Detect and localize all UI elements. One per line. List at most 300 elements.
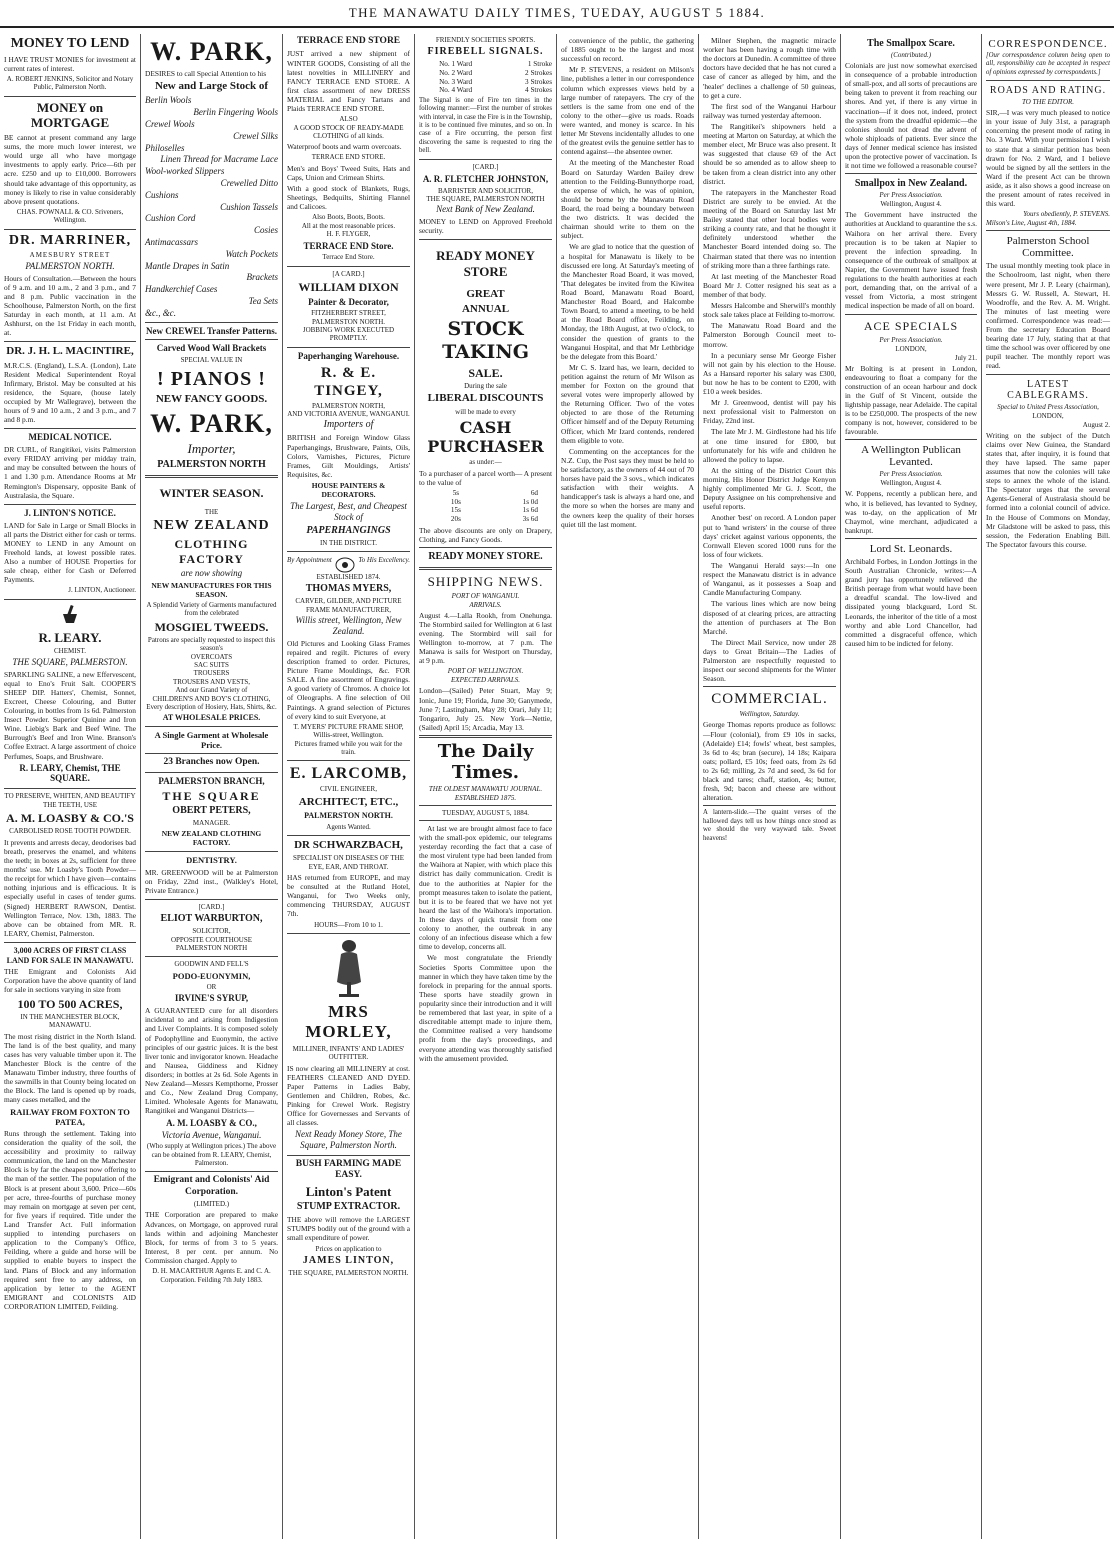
ad-dr-marriner	[4, 233, 136, 338]
article-text: W. Poppens, recently a publican here, and who, it is believed, has levanted to Sydney, was to-day, on the application of Mr Chaymol, wine merchant, adjudicated a bankrupt.	[845, 489, 977, 535]
news-column	[561, 36, 694, 529]
ad-line: OPPOSITE COURTHOUSE	[170, 935, 253, 944]
ad-line: Painter & Decorator,	[308, 296, 389, 307]
ad-line: LIBERAL DISCOUNTS	[427, 392, 544, 405]
table-row	[419, 86, 552, 95]
ad-line: OR	[206, 983, 217, 992]
ad-terrace-end-store	[287, 36, 410, 262]
ad-text: BRITISH and Foreign Window Glass Paperhangings, Brushware, Paints, Oils, Colors, Varnishes, Pictures, Picture Frames, Gilt Mouldings, Artists' Requisites, &c.	[287, 433, 410, 479]
ad-line: IN THE DISTRICT.	[319, 538, 378, 547]
ad-irvine-syrup	[145, 960, 278, 1167]
ad-place: PALMERSTON NORTH	[157, 458, 266, 470]
ad-heading: W. PARK,	[150, 37, 273, 66]
ad-heading: MONEY on MORTGAGE	[30, 99, 110, 131]
column-4	[415, 34, 556, 1539]
ad-nz-clothing-factory	[145, 486, 278, 848]
ad-larcomb	[287, 764, 410, 831]
ad-item: Cosies	[253, 225, 278, 236]
article-byline: Per Press Association.	[879, 470, 943, 479]
ad-text: THE above will remove the LARGEST STUMPS bodily out of the ground with a small expenditure of power.	[287, 1215, 410, 1243]
ad-importer: Importer,	[187, 440, 236, 456]
ad-heading: TERRACE END STORE	[296, 36, 401, 46]
strokes-cell: 4 Strokes	[525, 86, 552, 95]
table-row	[419, 489, 552, 498]
article-heading: The Smallpox Scare.	[867, 38, 955, 49]
article-heading: CORRESPONDENCE.	[988, 38, 1108, 50]
news-paragraph: Milner Stephen, the magnetic miracle worker has been having a rough time with the doctors at Dunedin. A committee of three doctors have decided that he has not cured a case of cancer as alleged by him, and the 'healer' declines a challenge of 50 guineas, to get a cure.	[703, 36, 836, 100]
ad-item: Philoselles	[145, 142, 185, 153]
table-row	[419, 60, 552, 69]
shipping-text: August 4.—Lalla Rookh, from Onehunga. The Stormbird sailed for Wellington at 6 last evening. The Stormbird will sail for Wellington to-morrow, at 7 p.m. The Manawa is sails for Westport on Thursday, at 9 p.m.	[419, 610, 552, 666]
section-firebell	[419, 36, 552, 155]
ad-item: Crewel Wools	[145, 119, 195, 130]
ad-line: BARRISTER AND SOLICITOR,	[438, 186, 533, 195]
ad-line: PALMERSTON NORTH,	[311, 401, 386, 410]
ad-line: (LIMITED.)	[193, 1200, 230, 1209]
ad-item-list	[145, 95, 278, 318]
ad-word: THE	[204, 507, 219, 516]
news-paragraph: At last meeting of the Manchester Road Board Mr J. Cotter resigned his seat as a member of that body.	[703, 271, 836, 299]
ad-carved: Carved Wood Wall Brackets	[156, 343, 267, 354]
ad-tingey	[287, 351, 410, 547]
paper-established: ESTABLISHED 1875.	[454, 793, 517, 802]
news-paragraph: Commenting on the acceptances for the N.Z. Cup, the Post says they must be held to be satisfactory, as the owners of 44 out of 70 horses have paid the 3 sovs., which indicates satisfaction with their weights. A handicapper's task is always a hard one, and the more so when the horses are many and the owners keep the quality of their horses quiet till the last moment.	[561, 446, 694, 529]
ad-line: PODO-EUONYMIN,	[172, 970, 251, 981]
ad-line: NEW ZEALAND CLOTHING FACTORY.	[161, 829, 262, 848]
ad-line: T. MYERS' PICTURE FRAME SHOP, Willis-street, Wellington.	[293, 722, 404, 740]
ad-card: [CARD.]	[472, 163, 499, 172]
shipping-heading: SHIPPING NEWS.	[427, 573, 544, 589]
ad-text: M.R.C.S. (England), L.S.A. (London), Late Resident Medical Superintendent Royal Infirmary, Bristol. May be consulted at his residence, the Square, (house lately occupied by Mr Wallegrave), between the hours of 9 and 10 a.m., 2 and 3 p.m., and 7 and 8 p.m.	[4, 360, 136, 425]
ad-line: PALMERSTON NORTH	[175, 944, 248, 953]
ad-text: I HAVE TRUST MONIES for investment at current rates of interest.	[4, 54, 136, 73]
ad-line: will be made to every	[455, 407, 516, 416]
ad-line: JAMES LINTON,	[302, 1254, 395, 1266]
editorial-paragraph: At last we are brought almost face to face with the small-pox epidemic, our telegrams yesterday recording the fact that a case of the most virulent type had been landed from the Waihora at Napier, with which place this district has daily communication. Credit is due to the authorities at Napier for the prompt measures taken to isolate the patient, but it is to be feared that we have not yet heard the last of the Waihora's importation. In these days of quick transit from one colony to another, the outbreak in any colony of an infectious disease which a few time to develop, concerns all.	[419, 823, 552, 952]
news-paragraph: The Direct Mail Service, now under 28 days to Great Britain—The Ladies of Palmerston are respectfully requested to inspect our second shipments for the Winter Season.	[703, 637, 836, 684]
ad-item: Berlin Wools	[145, 95, 192, 106]
ad-money-to-lend	[4, 36, 136, 92]
news-paragraph: Mr P. STEVENS, a resident on Milson's line, publishes a letter in our correspondence column which expresses views held by a large number of ratepayers. The cry of the settlers is the same from one end of the colony to the other—give us roads. Roads were wanted, and money is scarce. In his letter Mr Stevens incidentally alludes to one of the greatest evils the genuine settler has to contend against—the absentee owner.	[561, 65, 694, 157]
ad-line: A. M. LOASBY & CO.,	[166, 1117, 257, 1128]
ad-signature: CHAS. POWNALL & CO. Sriveners, Wellington.	[16, 207, 124, 225]
column-3	[283, 34, 414, 1539]
article-text: Mr Bolting is at present in London, endeavouring to float a company for the construction of an ocean harbour and dock in the Gulf of St Vincent, outside the lightship passage, near Adelaide. The capital is to be £250,000. The prospects of the new company is not, however, considered to be favourable.	[845, 363, 977, 437]
ad-item: Watch Pockets	[225, 248, 278, 259]
ad-text: DESIRES to call Special Attention to his	[145, 69, 267, 79]
ad-text: Waterproof boots and warm overcoats.	[287, 142, 402, 152]
ad-line: PALMERSTON NORTH.	[311, 317, 386, 326]
ad-block: IN THE MANCHESTER BLOCK, MANAWATU.	[20, 1012, 120, 1030]
ad-line: PALMERSTON NORTH.	[304, 811, 393, 821]
ad-mosgiel: MOSGIEL TWEEDS.	[154, 619, 269, 634]
ad-place: PALMERSTON NORTH.	[25, 260, 115, 271]
ad-text: The above discounts are only on Drapery, Clothing, and Fancy Goods.	[419, 525, 552, 544]
ad-line: Next Ready Money Store, The Square, Palmerston North.	[295, 1129, 402, 1151]
news-paragraph: Messrs Halcombe and Sherwill's monthly stock sale takes place at Feilding to-morrow.	[703, 301, 836, 320]
ad-line: ARCHITECT, ETC.,	[298, 795, 399, 808]
article-place: Milson's Line, August 4th, 1884.	[986, 219, 1077, 228]
ad-line: TERRACE END STORE.	[311, 153, 386, 162]
ad-heading: DR. MARRINER,	[8, 232, 132, 248]
ad-newmfr: NEW MANUFACTURES FOR THIS SEASON.	[151, 580, 272, 599]
news-paragraph: The Manawatu Road Board and the Palmerston Borough Council meet to-morrow.	[703, 321, 836, 349]
news-paragraph: The Wanganui Herald says:—In one respect the Manawatu district is in advance of Wanganui, as it possesses a Soap and Candle Manufacturing Company.	[703, 561, 836, 598]
shipping-arrivals: ARRIVALS.	[469, 600, 502, 609]
ad-heading: BUSH FARMING MADE EASY.	[295, 1158, 402, 1181]
ad-subheading: AMESBURY STREET	[29, 251, 111, 260]
ad-line: H. F. FLYGER,	[326, 230, 371, 239]
ad-heading: DR SCHWARZBACH,	[294, 839, 403, 852]
ad-heading: WINTER SEASON.	[159, 485, 264, 500]
ad-line: Also Boots, Boots, Boots.	[312, 213, 385, 222]
paper-date: TUESDAY, AUGUST 5, 1884.	[442, 808, 529, 817]
ad-mrs-morley	[287, 938, 410, 1151]
news-paragraph: The first sod of the Wanganui Harbour railway was turned yesterday afternoon.	[703, 101, 836, 120]
strokes-cell: 1 Stroke	[527, 60, 552, 69]
ad-item: Crewelled Ditto	[220, 178, 278, 189]
news-paragraph: We are glad to notice that the question of a hospital for Manawatu is likely to be discussed ere long. At Saturday's meeting of the Manchester Road Board, it was moved, 'That delegates be invited from the Kiwitea Road Board, Manawatu Road Board, Manchester Road Board, and Halcombe Town Board, to attend a meeting, to be held at the Road Board office, Feilding, on Monday, the 18th August, at two o'clock, to consider the question of grants to the Wanganui Hospital, and that Mr Lethbridge be the delegate from this Board.'	[561, 242, 694, 361]
ad-crewel: New CREWEL Transfer Patterns.	[146, 325, 277, 336]
ad-line: FRIENDLY SOCIETIES SPORTS.	[435, 36, 536, 44]
news-paragraph: At the sitting of the District Court this morning, His Honor District Judge Kenyon highly complimented Mr G. J. Scott, the Deputy Assignee on his comprehensive and useful reports.	[703, 465, 836, 512]
present-cell: 6d	[530, 488, 538, 497]
ad-dentistry	[145, 855, 278, 895]
ad-text: It prevents and arrests decay, deodorises bad breath, preserves the enamel, and whitens the teeth; in boxes at 2s, sufficient for three months' use. Mr Loasby's Tooth Powder—the receipt for which I have given—contains nothing injurious and is efficacious. It is especially useful in cases of tender gums. (Signed) HERBERT RAWSON, Dentist. Wellington Terrace, Nov. 13th, 1883. The above can be obtained from MR. R. LEARY, Chemist, Palmerston.	[4, 837, 136, 938]
ad-line: SOLICITOR,	[192, 927, 231, 936]
news-column	[703, 36, 836, 683]
ad-fletcher-johnston	[419, 163, 552, 235]
ad-text: MR. GREENWOOD will be at Palmerston on Friday, 22nd inst., (Walkley's Hotel, Private Entrance.)	[145, 867, 278, 895]
ad-thomas-myers	[287, 555, 410, 756]
ad-line: By Appointment	[287, 555, 332, 564]
article-byline: Special to United Press Association,	[997, 402, 1099, 411]
amount-cell: 10s	[450, 497, 461, 506]
ad-line: SAC SUITS	[194, 661, 229, 670]
ad-heading: IRVINE'S SYRUP,	[174, 993, 249, 1004]
ad-heading: ELIOT WARBURTON,	[160, 913, 263, 925]
ad-text: Hours of Consultation.—Between the hours of 9 a.m. and 10 a.m., 2 and 3 p.m., and 7 and 8 p.m. Public vaccination in the Schoolhouse, Palmerston North, on the first Saturday in each month, at 11 a.m. At Ashhurst, on the 1st Friday in each month, at.	[4, 273, 136, 338]
ad-name: R. & E. TINGEY,	[314, 364, 383, 399]
article-addressee: TO THE EDITOR.	[1021, 98, 1075, 107]
article-heading: A Wellington Publican Levanted.	[861, 444, 961, 469]
ad-item: Brackets	[246, 272, 278, 283]
ad-line: 23 Branches now Open.	[163, 757, 260, 768]
ad-line: THE SQUARE, PALMERSTON NORTH.	[288, 1268, 409, 1277]
shipping-port: PORT OF WELLINGTON.	[447, 667, 524, 676]
ad-dr-macintire	[4, 345, 136, 424]
ad-stock-taking: STOCK TAKING	[442, 318, 529, 363]
table-row	[419, 498, 552, 507]
ad-text: Old Pictures and Looking Glass Frames repaired and regilt. Pictures of every description framed to order. Pictures, Picture Frame Mouldings, &c. FOR SALE. A fine assortment of Engravings. A good variety of Chromos. A choice lot of Oleographs. A fine selection of Oil Paintings. A grand selection of Pictures of every kind to suit Everyone, at	[287, 638, 410, 721]
ad-subheading: CHEMIST.	[54, 647, 86, 656]
ad-line: CIVIL ENGINEER,	[320, 785, 377, 794]
ad-heading: WILLIAM DIXON	[298, 280, 399, 295]
table-row	[419, 506, 552, 515]
ad-stump-extractor	[287, 1159, 410, 1277]
ad-line: A Single Garment at Wholesale Price.	[154, 730, 269, 751]
ad-line: And our Grand Variety of	[175, 686, 248, 695]
ward-cell: No. 3 Ward	[439, 77, 473, 86]
ad-mortgage	[4, 100, 136, 225]
ad-line: During the sale	[464, 382, 507, 390]
ad-line: PAPERHANGINGS	[306, 524, 391, 536]
ad-line: SPECIALIST ON DISEASES OF THE EYE, EAR, AND THROAT.	[293, 854, 404, 871]
ad-heading: DR. J. H. L. MACINTIRE,	[6, 345, 134, 358]
ad-text: Runs through the settlement. Taking into consideration the quality of the soil, the accessibility and proximity to railway communication, the land on the Manchester Block is by far the cheapest now offering to the man of the settler. The population of the Block is at present about 3,600. Price—60s per acre, three-fourths of purchase money may remain on mortgage at seven per cent, for five years if required. Title under the Land Transfer Act. Full information supplied to intending purchasers on application to the Company's Office, Feilding, where a guide and horse will be supplied to enable buyers to inspect the land. Plans of Block and any information required sent free to any address, on application by letter to the AGENT EMIGRANT and COLONISTS AID CORPORATION LIMITED, Feilding.	[4, 1128, 136, 1311]
column-7	[841, 34, 981, 1539]
ad-text: To a purchaser of a parcel worth— A present to the value of	[419, 468, 552, 487]
news-paragraph: The Rangitikei's shipowners held a meeting at Marton on Saturday, at which the member elect, Mr Bruce was also present. It was suggested that clause 69 of the Act should be so amended as to allow sheep to be taken from a clean district into any other district.	[703, 121, 836, 186]
ad-text: HAS returned from EUROPE, and may be consulted at the Rutland Hotel, Wanganui, for Two Weeks only, commencing THURSDAY, AUGUST 7th.	[287, 873, 410, 919]
ad-cash: CASH PURCHASER	[427, 417, 544, 457]
amount-cell: 20s	[450, 514, 461, 523]
news-paragraph: Another 'best' on record. A London paper put to 'hand wristers' in the course of three days' cricket against various opponents, the Cornwall Eleven scored 1000 runs for the loss of four wickets.	[703, 513, 836, 559]
ad-line: AND VICTORIA AVENUE, WANGANUI.	[287, 410, 410, 419]
ad-line: Terrace End Store.	[322, 253, 375, 262]
article-byline: (Contributed.)	[890, 51, 932, 59]
ad-pretext: TO PRESERVE, WHITEN, AND BEAUTIFY THE TEETH, USE	[4, 792, 136, 809]
ad-heading: FIREBELL SIGNALS.	[427, 46, 544, 58]
article-heading: Palmerston School Committee.	[1006, 235, 1090, 260]
article-heading: Smallpox in New Zealand.	[854, 178, 968, 190]
ad-heading: READY MONEY STORE	[436, 248, 535, 280]
ad-medical-notice	[4, 432, 136, 499]
ad-william-dixon	[287, 270, 410, 343]
commercial-text: George Thomas reports produce as follows:—Flour (colonial), from £9 10s in sacks, (Adelaide) £14; fowls' wheat, best samples, 3s 6d to 4s; bran (secure), 14 18s; Kaipara oats; pollard, £5 10s; feed oats, from 2s 6d to 2s 6d; milling, 2s 7d and seed, 3s 6d for black and tares; chaff, station, 4s; butter, fresh, 9d; bacon and cheese are without alteration.	[703, 720, 836, 803]
ad-showing: are now showing	[180, 567, 243, 578]
paper-nameplate: The Daily Times.	[437, 740, 534, 783]
ad-railway: RAILWAY FROM FOXTON TO PATEA,	[10, 1106, 130, 1127]
ad-heading: THOMAS MYERS,	[305, 583, 392, 595]
ad-heading: R. LEARY.	[38, 629, 102, 645]
ad-line: CARVER, GILDER, AND PICTURE FRAME MANUFACTURER,	[295, 597, 402, 614]
news-paragraph: In a pecuniary sense Mr George Fisher will not gain by his election to the House. As a Hansard reporter his salary was £300, but now he has to be content to £200, with £10 a week besides.	[703, 350, 836, 397]
ad-patrons: Patrons are specially requested to inspect this season's	[147, 635, 276, 653]
ad-line: HOURS—From 10 to 1.	[314, 920, 383, 929]
ad-text: Men's and Boys' Tweed Suits, Hats and Caps, Union and Crimean Shirts.	[287, 163, 410, 182]
ad-subheading: CARBOLISED ROSE TOOTH POWDER.	[9, 827, 131, 836]
article-note: [Our correspondence column being open to all, responsibility can be accepted in respect of opinions expressed by correspondents.]	[986, 52, 1110, 76]
ad-line: Importers of	[323, 419, 374, 431]
ad-line: A GOOD STOCK OF READY-MADE CLOTHING of all kinds.	[293, 123, 404, 140]
ad-leary-chemist	[4, 604, 136, 784]
ad-line: THE SQUARE	[162, 788, 261, 803]
ad-item: Cushions	[145, 189, 179, 200]
ad-item: Cushion Tassels	[220, 201, 278, 212]
column-2	[141, 34, 282, 1539]
ad-line: STUMP EXTRACTOR.	[296, 1201, 401, 1213]
ad-heading: J. LINTON'S NOTICE.	[24, 507, 116, 518]
ad-place: THE SQUARE, PALMERSTON.	[12, 656, 128, 667]
ad-text: A GUARANTEED cure for all disorders incidental to and arising from Indigestion and Liver Complaints. It is composed solely of Podophylline and Euonymin, the active principles of our gastric juices. It is the best liver tonic and invigorator known. Headache and Nausea, Giddiness and Kidney disorders; in bottles at 2s 6d. Sole Agents in New Zealand—Messrs Kempthorne, Prosser and Co., New Zealand Drug Company, Limited. Wholesale Agents for Manawatu, Rangitikei and Wanganui Districts—	[145, 1006, 278, 1116]
ad-item: &c., &c.	[145, 307, 176, 318]
ad-line: AT WHOLESALE PRICES.	[162, 713, 261, 723]
ad-line: Pictures framed while you wait for the train.	[294, 739, 403, 756]
ad-heading: MONEY TO LEND	[10, 36, 130, 51]
dress-form-icon	[329, 938, 369, 998]
ad-line: Every description of Hosiery, Hats, Shirts, &c.	[146, 703, 277, 712]
ad-heading: MRS MORLEY,	[305, 1001, 392, 1042]
ad-line: MILLINER, INFANTS' AND LADIES' OUTFITTER.	[292, 1044, 405, 1062]
ad-text: DR CURL, of Rangitikei, visits Palmerston every FRIDAY arriving per midday train, and may be consulted between the hours of 1 and 1.30 p.m. Attendance Rooms at Mr Remington's Dispensary, opposite Bank of Australasia, the Square.	[4, 445, 136, 500]
article-byline: Per Press Association.	[879, 335, 943, 344]
article-place: LONDON,	[1032, 411, 1064, 420]
article-text: Writing on the subject of the Dutch claims over New Guinea, the Standard states that, after inquiry, it is found that they have lapsed. The same paper assumes that now the colonies will take steps to annex the whole of the island. The Spectator urges that the several Agents-General of Australasia should be formed into a colonial council of advice. In the House of Commons on Monday, Mr Gladstone will be asked to pass, this session, the Federation Enabling Bill. The Spectator favours this course.	[986, 430, 1110, 549]
news-paragraph: The ratepayers in the Manchester Road District are surely to be envied. At the meeting of the Board on Saturday last Mr Bailey stated that other local bodies were striking a county rate, and that he thought it definitely understood whether the Manchester Board intended doing so. The Chairman stated that there was no intention of striking more than a three farthings rate.	[703, 187, 836, 270]
ad-item: Mantle Drapes in Satin	[145, 260, 230, 271]
royal-crest-icon	[334, 555, 356, 573]
ad-schwarzbach	[287, 839, 410, 929]
ad-nz: NEW ZEALAND	[153, 518, 270, 534]
present-cell: 1s 6d	[522, 506, 538, 515]
ad-heading: 3,000 ACRES OF FIRST CLASS LAND FOR SALE IN MANAWATU.	[6, 945, 134, 965]
ward-cell: No. 4 Ward	[439, 86, 473, 95]
article-text: The usual monthly meeting took place in the Schoolroom, last night, when there were present, Mr J. P. Leary (chairman), Messrs G. W. Russell, A. Stewart, H. Woodroffe, and the Rev. A. M. Wright. The minutes of last meeting were confirmed. Correspondence was read:—From the secretary Education Board bearing date 17 July, stating that at that time the school was over officered by one pupil teacher. The monthly report was read.	[986, 261, 1110, 371]
ad-line: Agents Wanted.	[326, 822, 371, 831]
article-heading: ACE SPECIALS	[863, 318, 959, 333]
strokes-cell: 2 Strokes	[525, 69, 552, 78]
ad-line: To His Excellency.	[358, 555, 410, 564]
article-signature: Yours obediently, P. STEVENS.	[1023, 210, 1110, 219]
ad-line: TROUSERS	[193, 669, 230, 678]
ad-heading: Emigrant and Colonists' Aid Corporation.	[153, 1175, 270, 1197]
ad-text: LAND for Sale in Large or Small Blocks in all parts the District either for cash or terms. MONEY to LEND in any Amount on Freehold lands, at lowest possible rates. Also a number of HOUSE Properties for sale cheap, either for Cash or Deferred Payments.	[4, 520, 136, 585]
ad-line: Willis street, Wellington, New Zealand.	[295, 615, 402, 636]
table-row	[419, 515, 552, 524]
ad-loasby-tooth-powder	[4, 792, 136, 938]
ad-text: IS now clearing all MILLINERY at cost. FEATHERS CLEANED AND DYED. Paper Patterns in Ladies Baby, Gentlemen and Children, Robes, &c. Pinking for Crewel Work. Registry Office for Governesses and Servants of all classes.	[287, 1063, 410, 1128]
ad-line: READY MONEY STORE.	[428, 550, 543, 562]
shipping-port: PORT OF WANGANUI.	[451, 591, 520, 600]
ad-line: THE SQUARE, PALMERSTON NORTH	[426, 195, 545, 204]
commercial-heading: COMMERCIAL.	[711, 691, 828, 708]
amount-cell: 15s	[450, 506, 461, 515]
article-text: The Government have instructed the authorities at Auckland to quarantine the s.s. Waihora on her arrival there. Every precaution is to be taken at Napier to prevent the infection spreading. In consequence of the outbreak of smallpox at Napier, the Government have issued fresh regulations to the health authorities at each port, demanding that, on the arrival of a vessel from Victoria, a most stringent medical inspection be made of all on board.	[845, 210, 977, 311]
ad-signature: J. LINTON, Auctioneer.	[68, 586, 136, 595]
ad-item: Berlin Fingering Wools	[193, 107, 278, 118]
ad-signature: D. H. MACARTHUR Agents E. and C. A. Corporation. Feilding 7th July 1883.	[152, 1267, 271, 1284]
ad-card: [CARD.]	[198, 902, 225, 911]
news-paragraph: The various lines which are now being disposed of at clearing prices, are attracting the attention of purchasers at The Bon Marché.	[703, 599, 836, 636]
ad-line: OBERT PETERS,	[172, 804, 251, 816]
ad-emigrant-corporation	[145, 1175, 278, 1284]
ad-clothing: CLOTHING FACTORY	[174, 537, 249, 566]
ad-linton-notice	[4, 508, 136, 595]
ad-item: Cushion Cord	[145, 213, 196, 224]
ad-fancy: NEW FANCY GOODS.	[155, 392, 268, 405]
present-cell: 3s 6d	[522, 514, 538, 523]
ad-heading: W. PARK,	[150, 408, 273, 438]
ad-land-for-sale	[4, 946, 136, 1311]
ad-line: HOUSE PAINTERS & DECORATORS.	[311, 481, 386, 499]
news-paragraph: convenience of the public, the gathering of 1885 ought to be the largest and most successful on record.	[561, 36, 694, 64]
table-row	[419, 78, 552, 87]
ad-item: Wool-worked Slippers	[145, 166, 225, 177]
article-heading: Lord St. Leonards.	[869, 542, 953, 555]
ad-signature: A. ROBERT JENKINS, Solicitor and Notary Public, Palmerston North.	[6, 75, 134, 92]
column-6	[699, 34, 840, 1539]
commercial-date: Wellington, Saturday.	[739, 710, 800, 719]
ad-heading: A. M. LOASBY & CO.'S	[6, 811, 134, 825]
news-paragraph: Mr J. Greenwood, dentist will pay his next professional visit to Palmerston on Friday, 22nd inst.	[703, 398, 836, 426]
ad-text: BE cannot at present command any large sums, the more much lower interest, we would urge all who have mortgage investments to apply early. Price—6th per acre. £250 and up to £10,000. Borrowers should take advantage of this opportunity, as money is likely to rise in value considerably above present quotations.	[4, 132, 136, 206]
ad-item: Handkerchief Cases	[145, 284, 218, 295]
ad-special: SPECIAL VALUE IN	[180, 356, 243, 365]
ad-text: JUST arrived a new shipment of WINTER GOODS, Consisting of all the latest novelties in MILLINERY and FANCY TERRACE END STORE. A first class assortment of new DRESS MATERIAL and Fancy Tartans and Plaids TERRACE END STORE.	[287, 49, 410, 114]
ad-text: MONEY to LEND on Approved Freehold security.	[419, 217, 552, 236]
news-paragraph: The late Mr J. M. Girdlestone had his life at one time insured for £800, but unfortunately for his wife and children he allowed the policy to lapse.	[703, 427, 836, 464]
shipping-text: London—(Sailed) Peter Stuart, May 9; Ionic, June 19; Florida, June 30; Ganymede, June 7; Lastingham, May 28; Orari, July 11; Tongariro, July 25. New York—Nettie, (Sailed) April 15; Arcadia, May 13.	[419, 686, 552, 732]
present-cell: 1s 0d	[522, 497, 538, 506]
ad-line: ANNUAL	[461, 302, 510, 315]
ad-line: Victoria Avenue, Wanganui.	[161, 1130, 262, 1141]
ad-line: Linton's Patent	[305, 1183, 392, 1199]
mortar-pestle-icon	[60, 604, 80, 626]
ad-acres: 100 TO 500 ACRES,	[17, 996, 123, 1011]
ad-card: [A CARD.]	[332, 269, 365, 278]
discount-table	[419, 489, 552, 524]
ad-text: THE Corporation are prepared to make Advances, on Mortgage, on approved rural lands within and adjoining Manchester Block, for terms of from 3 to 5 years. Interest, 8 per cent. per annum. No Commission charged. Apply to	[145, 1210, 278, 1265]
ad-line: Prices on application to	[315, 1244, 382, 1253]
ad-signature: R. LEARY, Chemist, THE SQUARE.	[19, 762, 121, 784]
ad-stock: New and Large Stock of	[154, 80, 269, 93]
editorial-paragraph: We most congratulate the Friendly Societies Sports Committee upon the manner in which they have taken time by the forelock in preparing for the annual sports. These sports have steadily grown in popularity since their introduction and it will be remembered that last year, in spite of a discreditable attempt made to injure them, the Committee realised a very handsome profit from the day's proceedings, and everyone attending was thoroughly satisfied with the amusement provided.	[419, 953, 552, 1063]
masthead-title: THE MANAWATU DAILY TIMES, TUEDAY, AUGUST 5 1884.	[348, 5, 766, 20]
ad-text: The most rising district in the North Island. The land is of the best quality, and many cases has very valuable timber upon it. The Manchester Block is the centre of the Manawatu Timber industry, three fourths of the sawmills in that County being located on the Block. The land is opened up by roads, many cases metalled, and the	[4, 1031, 136, 1105]
ad-line: TROUSERS AND VESTS,	[172, 677, 251, 686]
ad-heading: E. LARCOMB,	[289, 765, 408, 783]
ad-line: OVERCOATS	[190, 652, 233, 661]
ad-line: PALMERSTON BRANCH,	[158, 775, 265, 786]
ad-text: The Signal is one of Fire ten times in the following manner:—First the number of strokes with interval, in case the Fire is in the Township, it is to be continued five minutes, and so on. In case of a Fire occurring, the person first discovering the same is requested to ring the bell.	[419, 96, 552, 155]
ward-cell: No. 2 Ward	[439, 69, 473, 78]
article-byline: Per Press Association.	[879, 191, 943, 200]
ad-warburton	[145, 903, 278, 953]
ad-pianos: ! PIANOS !	[157, 367, 266, 390]
ad-item: Antimacassars	[145, 237, 199, 248]
ad-line: Next Bank of New Zealand.	[436, 204, 535, 215]
footnote-text: A lantern-slide.—The quaint verses of the hallowed days tell us how things once stood as we should the very wayward tale. Sweet heavens!	[703, 809, 836, 842]
article-date: August 2.	[1082, 420, 1110, 429]
masthead	[0, 0, 1114, 28]
news-paragraph: At the meeting of the Manchester Road Board on Saturday Warden Bailey drew attention to the Feilding-Bunnythorpe road, the expense of which, he was of opinion, should be borne by the Manawatu Road Board, the road being a boundary between the two districts. It was decided the chairman should write to them on the subject.	[561, 158, 694, 241]
ad-line: TERRACE END Store.	[303, 240, 394, 251]
column-8	[982, 34, 1114, 1539]
article-text: Colonials are just now somewhat exercised in consequence of a probable introduction of small-pox, and all sorts of precautions are being taken to prevent it from reaching our shores. And yet, if there is any virtue in vaccination—if it does not, indeed, protect the system from the dreadful epidemic—the colonies should not dread the advent of whole shiploads of patients. Ever since the days of Jenner medical science has insisted upon the protective power of vaccination. Is it not time we followed a reasonable course?	[845, 61, 977, 171]
article-heading: LATEST CABLEGRAMS.	[1007, 378, 1089, 401]
paper-tagline: THE OLDEST MANAWATU JOURNAL.	[428, 784, 543, 793]
ad-line: The Largest, Best, and Cheapest Stock of	[290, 501, 407, 522]
ad-line: CHILDREN'S AND BOY'S CLOTHING,	[152, 694, 271, 703]
ad-ready-money-store	[419, 248, 552, 562]
article-date: Wellington, August 4.	[880, 200, 942, 209]
ad-line: JOBBING WORK EXECUTED PROMPTLY.	[302, 326, 395, 343]
ad-item: Tea Sets	[248, 296, 278, 307]
article-text: Archibald Forbes, in London Jottings in the South Australian Chronicle, writes:—A grand jury has opportunely relieved the British peerage from what would have been a dreadful scandal. The low-lived and dissipated young blackguard, Lord St. Leonards, the inheritor of the title of a most worthy and able Lord Chancellor, had committed a disgraceful offence, which caused him to be indicted for felony.	[845, 556, 977, 648]
ad-line: ESTABLISHED 1874.	[316, 572, 381, 581]
ad-item: Crewel Silks	[233, 130, 278, 141]
ad-line: (Who supply at Wellington prices.) The above can be obtained from R. LEARY, Chemist, Palmerston.	[146, 1142, 277, 1167]
ad-line: FITZHERBERT STREET,	[311, 309, 386, 318]
ad-line: All at the most reasonable prices.	[301, 221, 396, 230]
ad-line: ALSO	[339, 115, 358, 124]
ad-w-park	[145, 36, 278, 471]
ad-heading: MEDICAL NOTICE.	[28, 432, 112, 443]
column-5	[557, 34, 698, 1539]
ad-heading: A. R. FLETCHER JOHNSTON,	[422, 173, 549, 184]
ad-heading: Paperhanging Warehouse.	[297, 350, 400, 361]
